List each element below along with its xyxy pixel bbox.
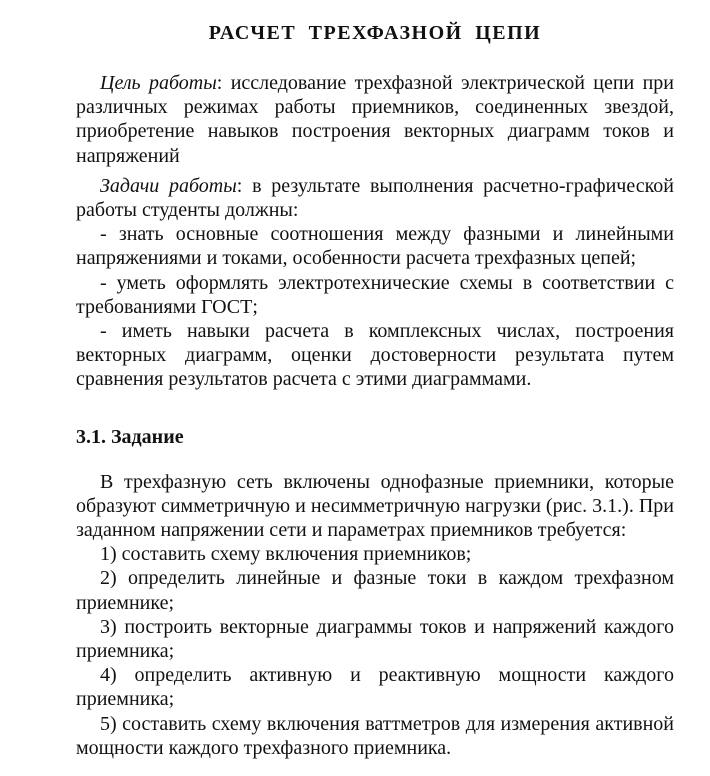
document-page	[76, 18, 674, 760]
task-item-2: - уметь оформлять электротехнические схемы в соответствии с требованиями ГОСТ;	[76, 271, 674, 318]
tasks-paragraph	[76, 174, 674, 222]
goal-label: Цель работы	[100, 72, 217, 94]
goal-text: : исследование трехфазной электрической цепи при различных режимах работы приемников, соединенных звездой, приобретение навыков построения векторных диаграмм токов и напряжений	[76, 72, 674, 167]
step-4: 4) определить активную и реактивную мощности каждого приемника;	[76, 664, 674, 711]
step-3: 3) построить векторные диаграммы токов и напряжений каждого приемника;	[76, 615, 674, 663]
step-1: 1) составить схему включения приемников;	[100, 543, 472, 566]
task-item-3: - иметь навыки расчета в комплексных числах, построения векторных диаграмм, оценки достоверности результата путем сравнения результатов расчета с этими диаграммами.	[76, 320, 674, 391]
task-item-1: - знать основные соотношения между фазными и линейными напряжениями и токами, особенности расчета трехфазных цепей;	[76, 223, 674, 270]
step-2: 2) определить линейные и фазные токи в каждом трехфазном приемнике;	[76, 567, 674, 614]
step-5: 5) составить схему включения ваттметров для измерения активной мощности каждого трехфазного приемника.	[76, 712, 674, 759]
tasks-text: : в результате выполнения расчетно-графической работы студенты должны:	[76, 174, 674, 222]
page-title: РАСЧЕТ ТРЕХФАЗНОЙ ЦЕПИ	[208, 22, 542, 44]
section-intro: В трехфазную сеть включены однофазные приемники, которые образуют симметричную и несимметричную нагрузки (рис. 3.1.). При заданном напряжении сети и параметрах приемников требуется:	[76, 470, 674, 542]
tasks-label: Задачи работы	[100, 174, 237, 197]
goal-paragraph	[76, 71, 674, 168]
spacer	[76, 392, 674, 422]
section-heading: 3.1. Задание	[76, 425, 184, 448]
